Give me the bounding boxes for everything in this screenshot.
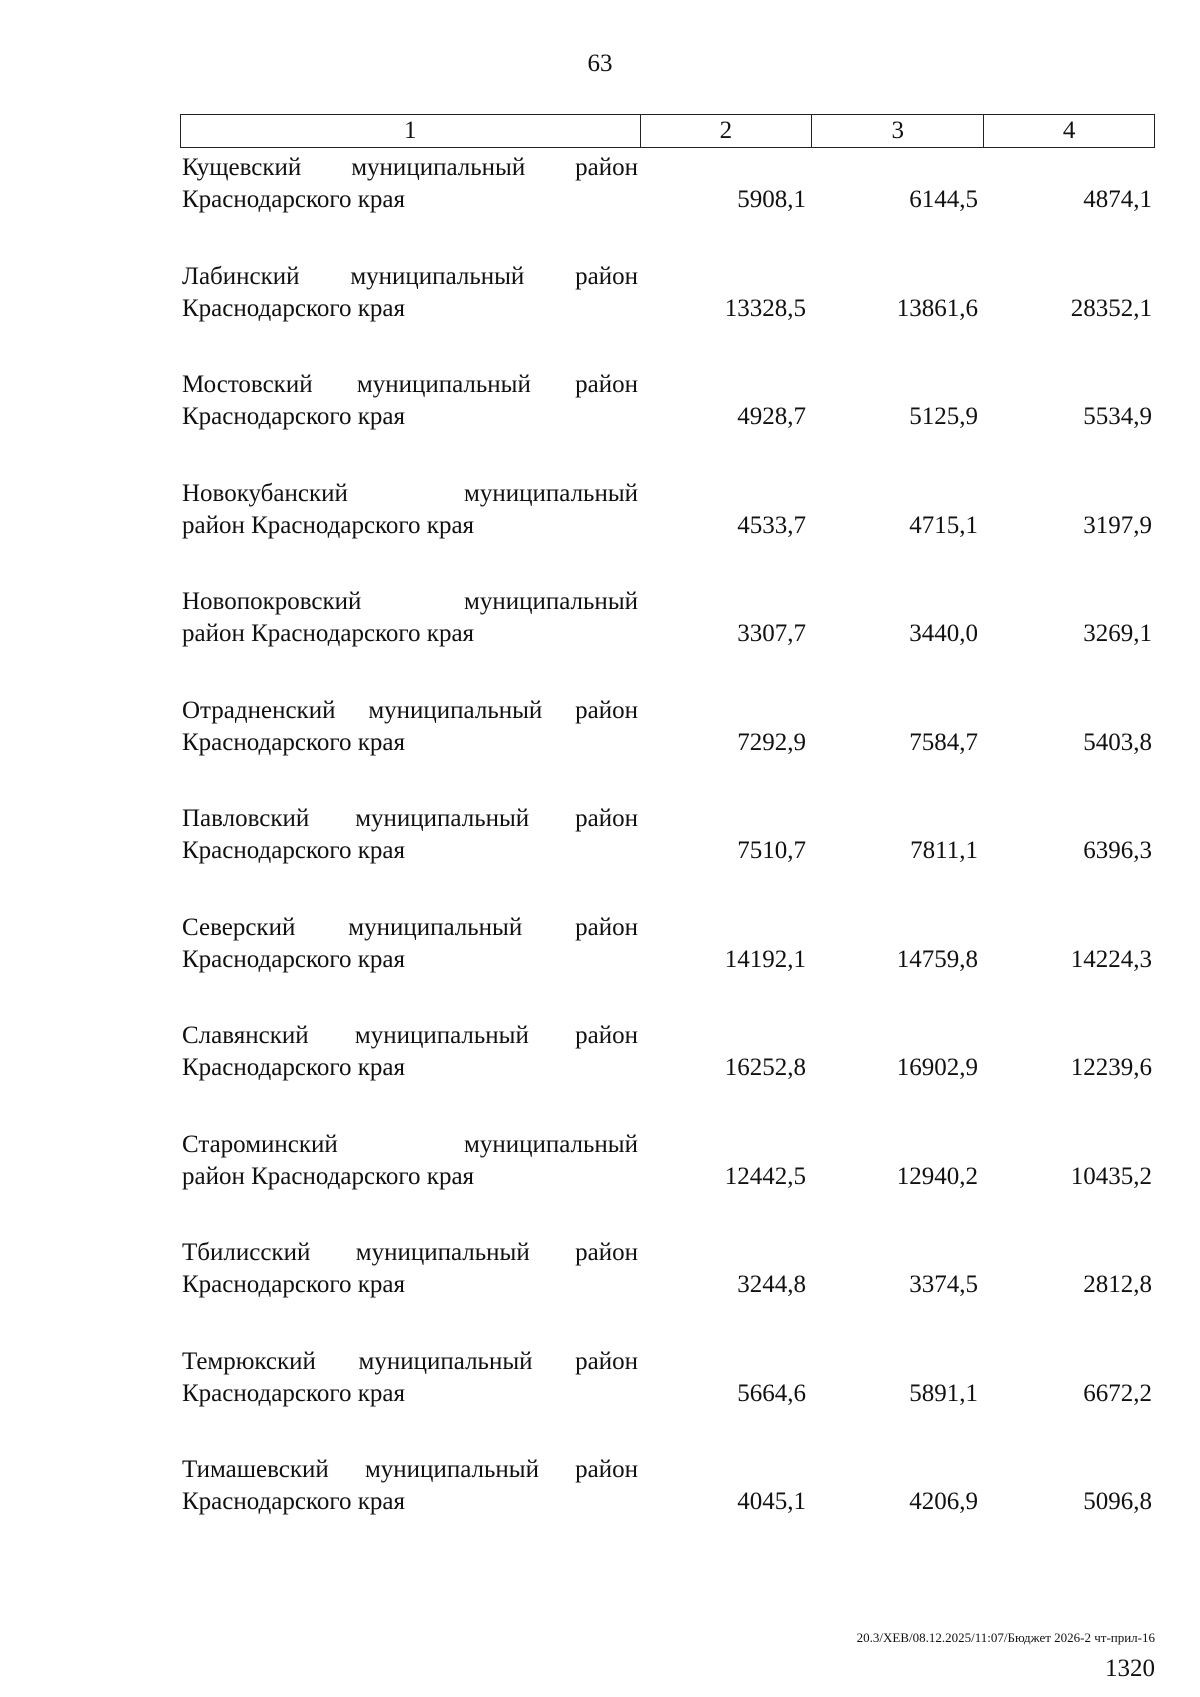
table-row	[180, 1129, 1155, 1238]
value-col-3: 4715,1	[909, 511, 978, 539]
value-col-4: 3269,1	[1083, 620, 1152, 647]
document-code: 20.3/ХЕВ/08.12.2025/11:07/Бюджет 2026-2 чт-прил-16	[856, 1630, 1155, 1645]
table-row	[180, 478, 1155, 587]
district-name: Мостовский муниципальный район Краснодарского края	[182, 371, 638, 430]
value-col-2: 7292,9	[737, 728, 806, 756]
header-col-4: 4	[984, 115, 1155, 148]
value-col-2: 7510,7	[737, 837, 806, 864]
table-row	[180, 261, 1155, 370]
value-col-4: 12239,6	[1070, 1054, 1152, 1081]
value-col-2: 3244,8	[737, 1271, 806, 1298]
district-name: Лабинский муниципальный район Краснодарского края	[182, 262, 638, 322]
table-row	[180, 1020, 1155, 1129]
value-col-3: 7811,1	[910, 837, 978, 864]
value-col-4: 4874,1	[1083, 186, 1152, 213]
value-col-3: 16902,9	[896, 1054, 978, 1081]
value-col-4: 14224,3	[1070, 945, 1152, 973]
table-row	[180, 1237, 1155, 1346]
value-col-3: 13861,6	[896, 294, 978, 322]
district-name: Кущевский муниципальный район Краснодарского края	[182, 154, 638, 213]
district-name: Отрадненский муниципальный район Краснодарского края	[182, 696, 638, 756]
value-col-4: 5096,8	[1083, 1488, 1152, 1515]
value-col-4: 5403,8	[1083, 728, 1152, 756]
value-col-2: 4533,7	[737, 511, 806, 539]
table-row	[180, 1346, 1155, 1455]
value-col-2: 14192,1	[724, 945, 806, 973]
value-col-3: 3374,5	[909, 1271, 978, 1298]
table-row	[180, 586, 1155, 695]
value-col-3: 12940,2	[896, 1162, 978, 1190]
district-name: Тимашевский муниципальный район Краснодарского края	[182, 1456, 638, 1515]
value-col-3: 3440,0	[909, 620, 978, 647]
district-name: Павловский муниципальный район Краснодарского края	[182, 805, 638, 864]
value-col-4: 5534,9	[1083, 403, 1152, 430]
value-col-2: 5664,6	[737, 1379, 806, 1407]
table-row	[180, 912, 1155, 1021]
value-col-2: 4928,7	[737, 403, 806, 430]
value-col-4: 6672,2	[1083, 1379, 1152, 1407]
district-name: Староминский муниципальный район Краснодарского края	[182, 1130, 638, 1190]
value-col-3: 7584,7	[909, 728, 978, 756]
value-col-2: 5908,1	[737, 186, 806, 213]
value-col-3: 6144,5	[909, 186, 978, 213]
district-name: Новопокровский муниципальный район Краснодарского края	[182, 588, 638, 647]
value-col-4: 28352,1	[1070, 294, 1152, 322]
header-col-1: 1	[181, 115, 641, 148]
value-col-2: 13328,5	[724, 294, 806, 322]
table-row	[180, 695, 1155, 804]
value-col-4: 3197,9	[1083, 511, 1152, 539]
value-col-3: 4206,9	[909, 1488, 978, 1515]
value-col-2: 16252,8	[724, 1054, 806, 1081]
table-row	[180, 369, 1155, 478]
value-col-3: 14759,8	[896, 945, 978, 973]
table-body	[180, 152, 1155, 1563]
value-col-4: 10435,2	[1070, 1162, 1152, 1190]
value-col-3: 5125,9	[909, 403, 978, 430]
table-row	[180, 803, 1155, 912]
table-header	[180, 114, 1155, 148]
value-col-4: 6396,3	[1083, 837, 1152, 864]
value-col-2: 4045,1	[737, 1488, 806, 1515]
district-name: Северский муниципальный район Краснодарского края	[182, 913, 638, 973]
district-name: Славянский муниципальный район Краснодарского края	[182, 1022, 638, 1081]
header-col-2: 2	[640, 115, 812, 148]
district-name: Новокубанский муниципальный район Краснодарского края	[182, 479, 638, 539]
page-number: 63	[587, 50, 613, 77]
table-row	[180, 1454, 1155, 1563]
district-name: Тбилисский муниципальный район Краснодарского края	[182, 1239, 638, 1298]
district-name: Темрюкский муниципальный район Краснодарского края	[182, 1347, 638, 1407]
sheet-number: 1320	[1105, 1655, 1155, 1682]
header-col-3: 3	[812, 115, 984, 148]
value-col-3: 5891,1	[909, 1379, 978, 1407]
table-row	[180, 152, 1155, 261]
value-col-4: 2812,8	[1083, 1271, 1152, 1298]
value-col-2: 12442,5	[724, 1162, 806, 1190]
value-col-2: 3307,7	[737, 620, 806, 647]
